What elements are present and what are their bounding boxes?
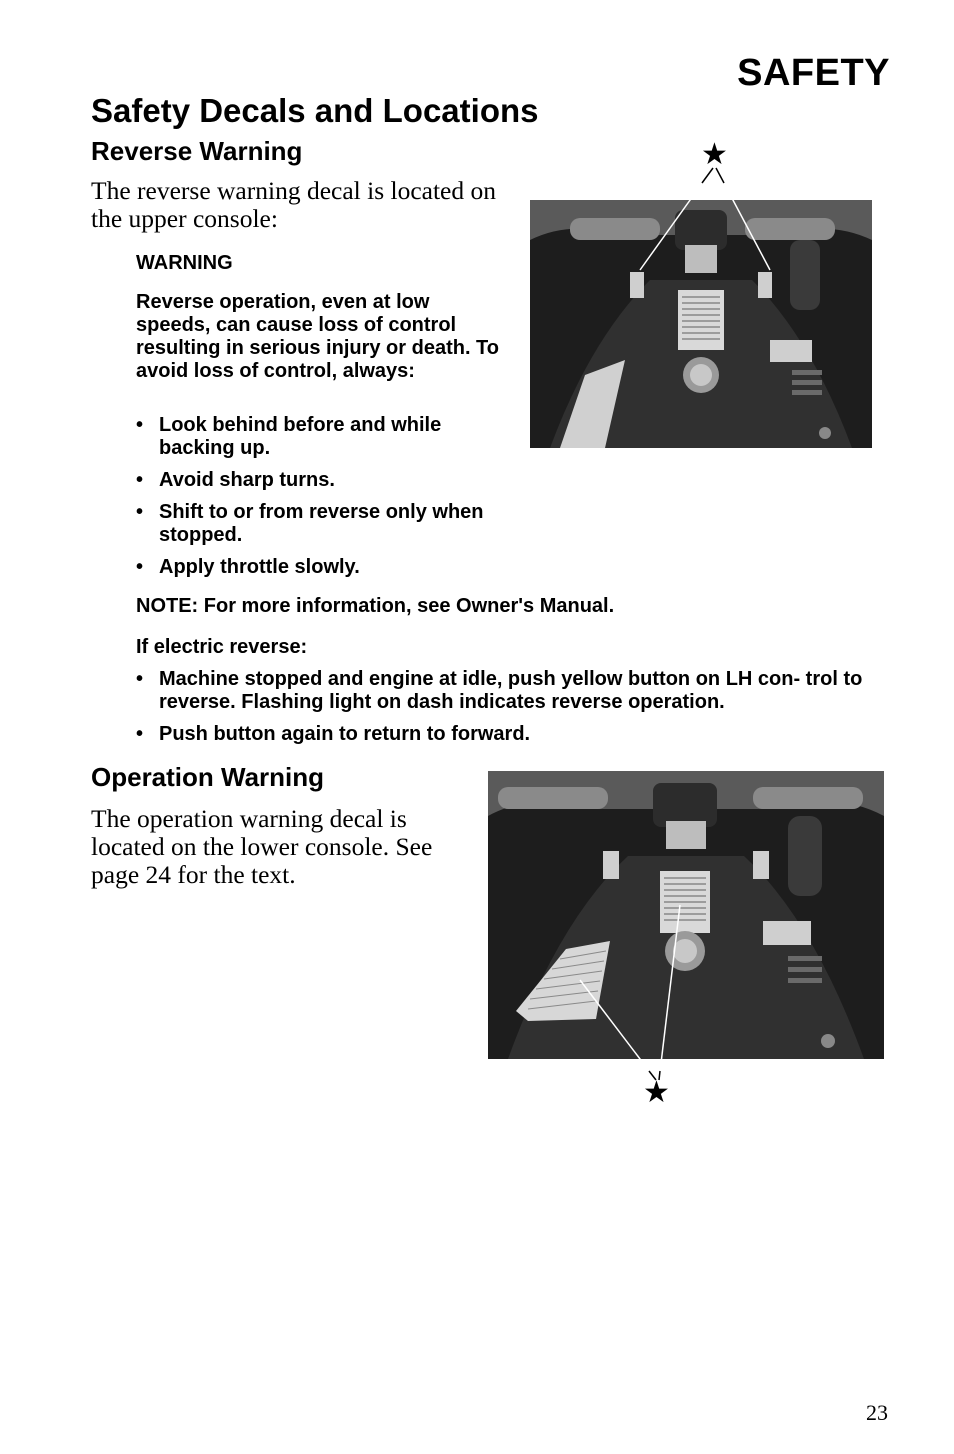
decal-warning-text: Reverse operation, even at low speeds, can cause loss of control resulting in serious injury or death. To avoid loss of control, always:	[136, 291, 500, 382]
list-item	[136, 668, 896, 714]
list-item	[136, 501, 506, 547]
upper-decal-callout-star: ★	[701, 138, 728, 171]
lower-decal-callout-star: ★	[643, 1076, 670, 1109]
upper-console-illustration	[530, 200, 872, 448]
list-item	[136, 723, 896, 746]
bullet: •	[136, 723, 144, 745]
lower-console-illustration	[488, 771, 884, 1059]
bullet: •	[136, 414, 144, 436]
bullet: •	[136, 556, 144, 578]
reverse-bullet-list	[136, 414, 506, 588]
bullet: •	[136, 668, 144, 690]
bullet: •	[136, 469, 144, 491]
list-item-text: Shift to or from reverse only when stopped.	[159, 501, 484, 546]
operation-warning-heading: Operation Warning	[91, 762, 325, 792]
decal-note: NOTE: For more information, see Owner's Manual.	[136, 595, 615, 617]
list-item	[136, 556, 506, 579]
list-item-text: Apply throttle slowly.	[159, 556, 360, 578]
reverse-warning-heading: Reverse Warning	[91, 136, 303, 166]
page-number: 23	[866, 1400, 888, 1425]
list-item-text: Look behind before and while backing up.	[159, 414, 442, 459]
list-item	[136, 414, 506, 460]
electric-reverse-bullet-list	[136, 668, 896, 755]
lower-console-photo	[488, 771, 884, 1059]
list-item-text: Avoid sharp turns.	[159, 469, 335, 491]
section-header: SAFETY	[737, 52, 890, 94]
operation-warning-intro: The operation warning decal is located on the lower console. See page 24 for the text.	[91, 804, 433, 889]
electric-reverse-title: If electric reverse:	[136, 636, 308, 658]
reverse-warning-intro: The reverse warning decal is located on the upper console:	[91, 176, 496, 233]
upper-console-photo	[530, 200, 872, 448]
list-item-text: Machine stopped and engine at idle, push yellow button on LH con- trol to reverse. Flashing light on dash indicates reverse operation.	[159, 668, 863, 713]
list-item	[136, 469, 506, 492]
decal-warning-title: WARNING	[136, 252, 233, 274]
page-title: Safety Decals and Locations	[91, 92, 539, 129]
bullet: •	[136, 501, 144, 523]
list-item-text: Push button again to return to forward.	[159, 723, 531, 745]
